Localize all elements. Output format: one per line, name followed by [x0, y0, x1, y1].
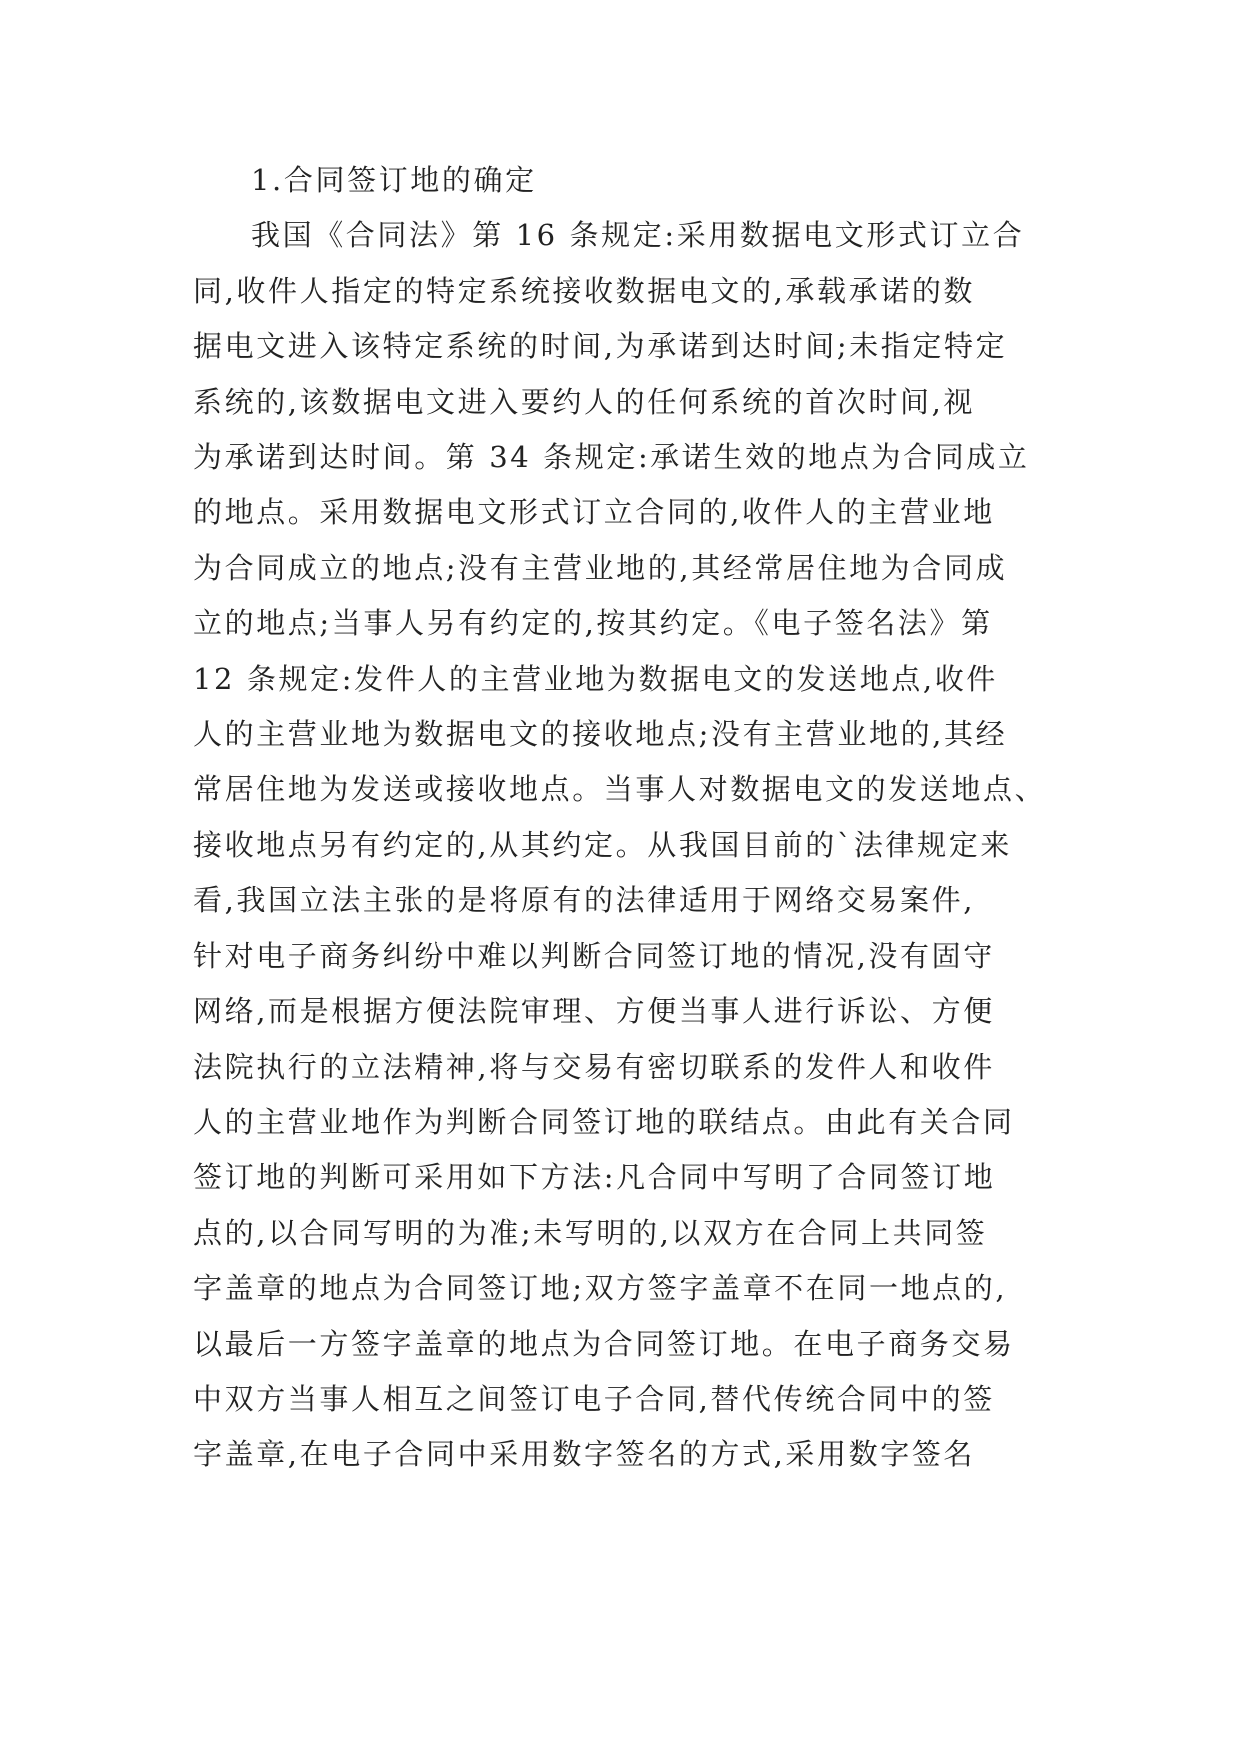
- paragraph-line: 字盖章,在电子合同中采用数字签名的方式,采用数字签名: [193, 1437, 976, 1472]
- paragraph-line: 同,收件人指定的特定系统接收数据电文的,承载承诺的数: [193, 273, 976, 308]
- paragraph: [193, 208, 1053, 1482]
- paragraph-line: 为承诺到达时间。第 34 条规定:承诺生效的地点为合同成立: [193, 440, 1030, 475]
- paragraph-line: 的地点。采用数据电文形式订立合同的,收件人的主营业地: [193, 495, 995, 530]
- paragraph-line: 以最后一方签字盖章的地点为合同签订地。在电子商务交易: [193, 1326, 1015, 1361]
- paragraph-line: 接收地点另有约定的,从其约定。从我国目前的`法律规定来: [193, 827, 1012, 862]
- paragraph-line: 人的主营业地为数据电文的接收地点;没有主营业地的,其经: [193, 717, 1008, 752]
- paragraph-line: 立的地点;当事人另有约定的,按其约定。《电子签名法》第: [193, 606, 993, 641]
- paragraph-line: 我国《合同法》第 16 条规定:采用数据电文形式订立合: [251, 218, 1025, 253]
- document-body: [193, 153, 1053, 1483]
- paragraph-line: 签订地的判断可采用如下方法:凡合同中写明了合同签订地: [193, 1160, 996, 1195]
- paragraph-line: 12 条规定:发件人的主营业地为数据电文的发送地点,收件: [193, 661, 998, 696]
- paragraph-line: 人的主营业地作为判断合同签订地的联结点。由此有关合同: [193, 1104, 1015, 1139]
- section-heading: 1.合同签订地的确定: [251, 163, 537, 197]
- paragraph-line: 法院执行的立法精神,将与交易有密切联系的发件人和收件: [193, 1049, 995, 1084]
- paragraph-line: 系统的,该数据电文进入要约人的任何系统的首次时间,视: [193, 384, 976, 419]
- paragraph-line: 为合同成立的地点;没有主营业地的,其经常居住地为合同成: [193, 550, 1008, 585]
- paragraph-line: 常居住地为发送或接收地点。当事人对数据电文的发送地点、: [193, 772, 1047, 807]
- paragraph-line: 看,我国立法主张的是将原有的法律适用于网络交易案件,: [193, 883, 976, 918]
- paragraph-line: 据电文进入该特定系统的时间,为承诺到达时间;未指定特定: [193, 329, 1008, 364]
- paragraph-line: 点的,以合同写明的为准;未写明的,以双方在合同上共同签: [193, 1215, 988, 1250]
- paragraph-line: 针对电子商务纠纷中难以判断合同签订地的情况,没有固守: [193, 938, 995, 973]
- paragraph-line: 字盖章的地点为合同签订地;双方签字盖章不在同一地点的,: [193, 1271, 1008, 1306]
- paragraph-line: 中双方当事人相互之间签订电子合同,替代传统合同中的签: [193, 1381, 995, 1416]
- paragraph-line: 网络,而是根据方便法院审理、方便当事人进行诉讼、方便: [193, 994, 995, 1029]
